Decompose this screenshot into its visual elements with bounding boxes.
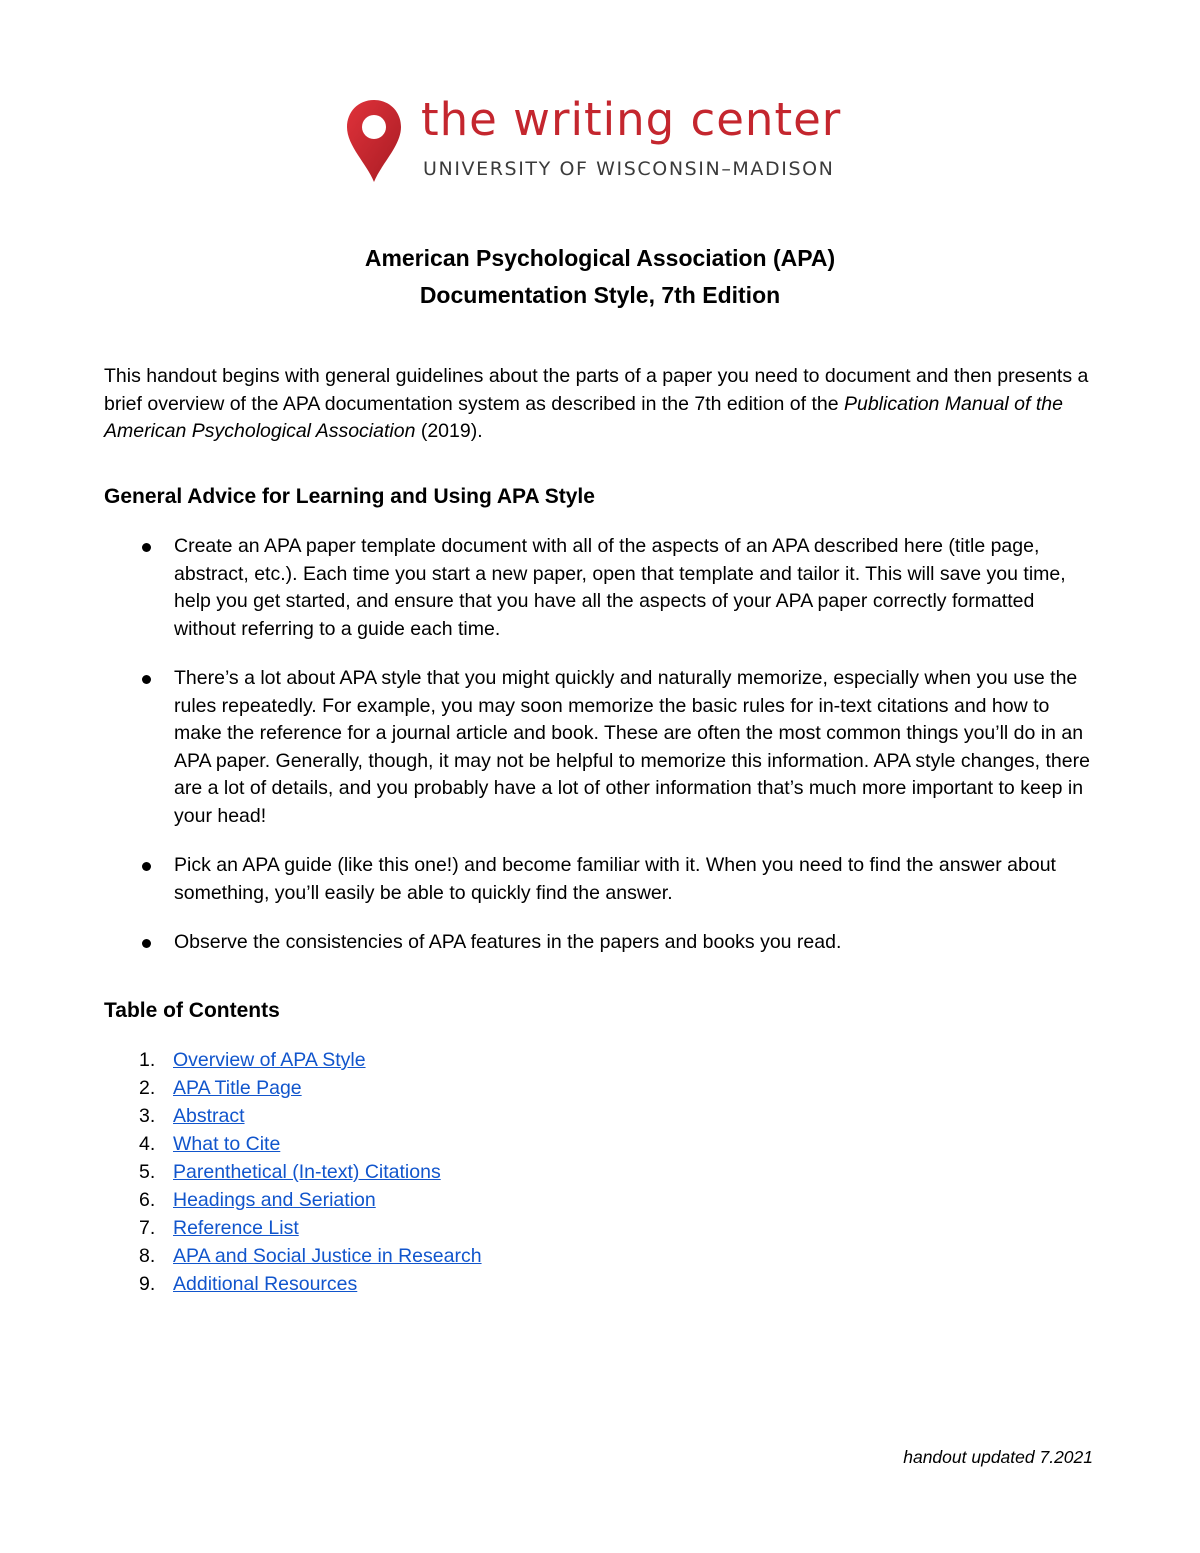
intro-italic-title: Publication Manual of the American Psychological Association <box>104 392 1063 442</box>
toc-link-title-page[interactable]: APA Title Page <box>173 1077 302 1099</box>
intro-paragraph <box>104 363 1099 446</box>
advice-bullet-text: Create an APA paper template document with all of the aspects of an APA described here (title page, abstract, etc.). Each time you start a new paper, open that template and tailor it. This will save you time, help you get started, and ensure that you have all the aspects of your APA paper correctly formatted without referring to a guide each time. <box>174 535 1066 640</box>
advice-bullet-list <box>104 533 1104 979</box>
bullet-icon <box>142 543 151 552</box>
document-title-line-1: American Psychological Association (APA) <box>364 245 836 271</box>
handout-updated-note: handout updated 7.2021 <box>903 1447 1093 1467</box>
toc-link-abstract[interactable]: Abstract <box>173 1105 245 1127</box>
toc-number: 5. <box>139 1161 156 1183</box>
toc-link-headings-seriation[interactable]: Headings and Seriation <box>173 1189 376 1211</box>
toc-link-social-justice[interactable]: APA and Social Justice in Research <box>173 1245 482 1267</box>
bullet-icon <box>142 862 151 871</box>
toc-number: 2. <box>139 1077 156 1099</box>
advice-bullet-text: Observe the consistencies of APA features in the papers and books you read. <box>174 931 842 953</box>
toc-number: 1. <box>139 1049 156 1071</box>
advice-bullet-text: Pick an APA guide (like this one!) and become familiar with it. When you need to find the answer about something, you’ll easily be able to quickly find the answer. <box>174 854 1056 904</box>
bullet-icon <box>142 939 151 948</box>
advice-bullet-item <box>104 665 1099 830</box>
toc-number: 9. <box>139 1273 156 1295</box>
advice-bullet-item <box>104 852 1099 907</box>
bullet-icon <box>142 675 151 684</box>
document-title-line-2: Documentation Style, 7th Edition <box>419 282 781 308</box>
intro-text-after: (2019). <box>415 420 483 442</box>
advice-bullet-item <box>104 929 1099 957</box>
writing-center-logo <box>345 93 865 188</box>
toc-link-parenthetical-citations[interactable]: Parenthetical (In-text) Citations <box>173 1161 441 1183</box>
intro-text-before: This handout begins with general guidelines about the parts of a paper you need to document and then presents a brief overview of the APA documentation system as described in the 7th edition of the <box>104 365 1089 415</box>
toc-link-overview[interactable]: Overview of APA Style <box>173 1049 366 1071</box>
toc-heading: Table of Contents <box>104 999 280 1022</box>
toc-link-what-to-cite[interactable]: What to Cite <box>173 1133 281 1155</box>
logo-wordmark: the writing center <box>421 93 842 146</box>
advice-heading: General Advice for Learning and Using APA Style <box>104 485 595 508</box>
toc-number: 4. <box>139 1133 156 1155</box>
toc-link-additional-resources[interactable]: Additional Resources <box>173 1273 358 1295</box>
logo-subtitle: UNIVERSITY OF WISCONSIN–MADISON <box>423 158 835 180</box>
advice-bullet-text: There’s a lot about APA style that you might quickly and naturally memorize, especially when you use the rules repeatedly. For example, you may soon memorize the basic rules for in-text citations and how to make the reference for a journal article and book. These are often the most common things you’ll do in an APA paper. Generally, though, it may not be helpful to memorize this information. APA style changes, there are a lot of details, and you probably have a lot of other information that’s much more important to keep in your head! <box>174 667 1090 827</box>
advice-bullet-item <box>104 533 1099 643</box>
map-pin-icon <box>345 98 403 184</box>
toc-number: 3. <box>139 1105 156 1127</box>
toc-number: 8. <box>139 1245 156 1267</box>
toc-number: 7. <box>139 1217 156 1239</box>
toc-number: 6. <box>139 1189 156 1211</box>
toc-link-reference-list[interactable]: Reference List <box>173 1217 299 1239</box>
